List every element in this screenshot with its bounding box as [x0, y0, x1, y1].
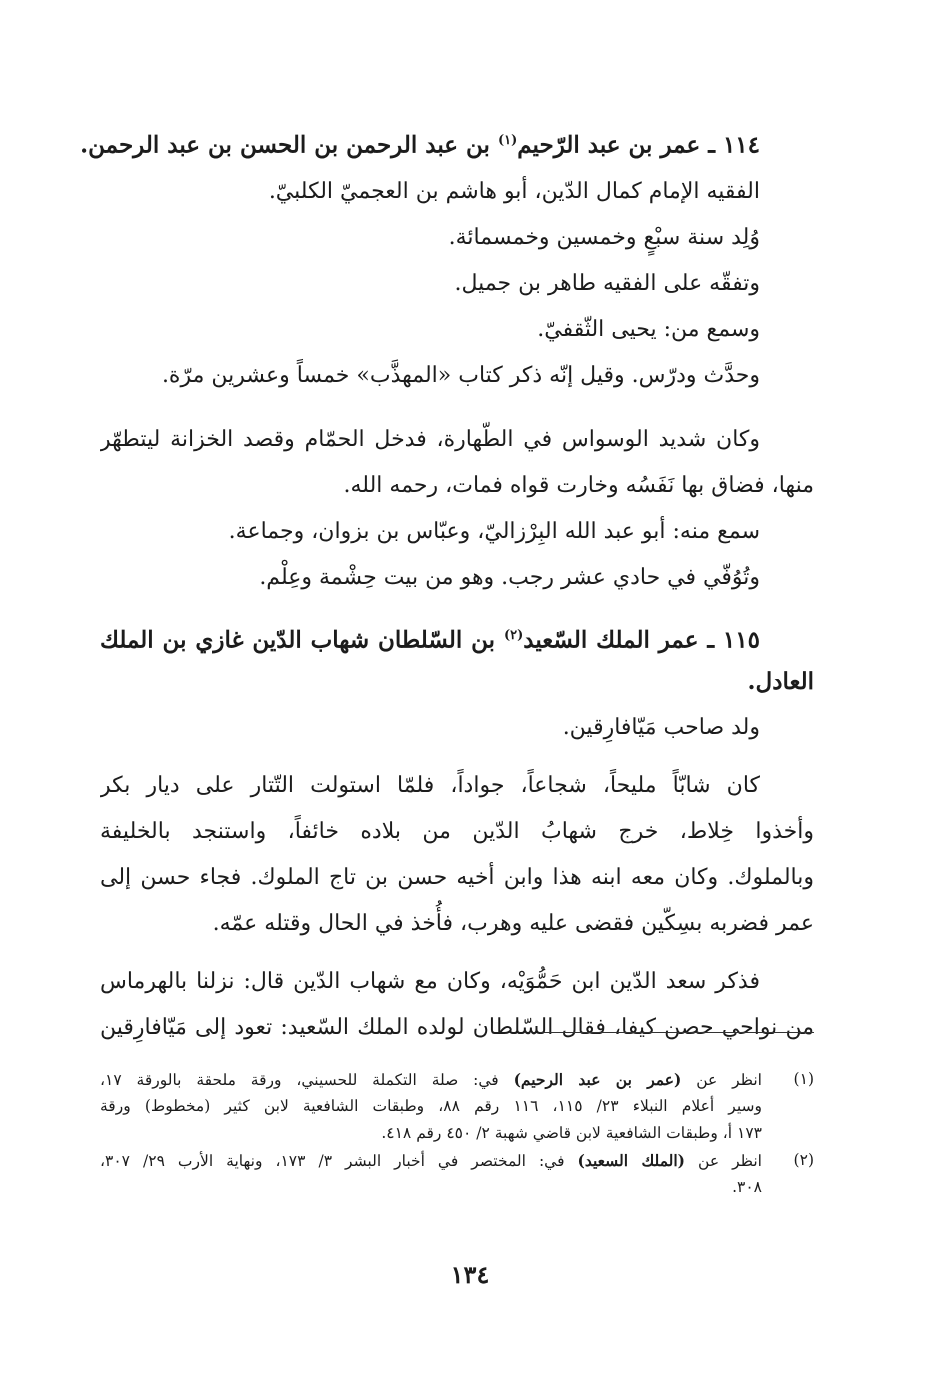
text-line: من نواحي حصن كيفا، فقال السّلطان لولده الملك السّعيد: تعود إلى مَيّافارِقين — [100, 1014, 814, 1040]
footnote-number: (٢) — [793, 1151, 814, 1169]
text-line: ولد صاحب مَيّافارِقين. — [562, 714, 760, 740]
footnote-prefix: انظر عن — [696, 1071, 762, 1089]
footnote-line — [100, 1066, 762, 1093]
text-line: كان شابّاً مليحاً، شجاعاً، جواداً، فلمّا استولت التّتار على ديار بكر — [100, 772, 760, 798]
footnote-body — [100, 1066, 762, 1147]
entry-114-lineage: بن عبد الرحمن بن الحسن بن عبد الرحمن. — [80, 131, 490, 159]
footnote-divider — [540, 1032, 814, 1033]
text-line: وسمع من: يحيى الثّقفيّ. — [537, 316, 760, 342]
text-line: الفقيه الإمام كمال الدّين، أبو هاشم بن العجميّ الكلبيّ. — [268, 178, 760, 204]
text-line: وأخذوا خِلاط، خرج شهابُ الدّين من بلاده خائفاً، واستنجد بالخليفة — [100, 818, 814, 844]
footnote-text: في: المختصر في أخبار البشر ٣/ ١٧٣، ونهاية الأرب ٢٩/ ٣٠٧، — [100, 1152, 565, 1170]
entry-115-heading-cont: العادل. — [747, 667, 814, 695]
footnote-subject: (عمر بن عبد الرحيم) — [513, 1070, 682, 1089]
page-number: ١٣٤ — [450, 1260, 490, 1289]
footnote-number: (١) — [793, 1070, 814, 1088]
footnote-subject: (الملك السعيد) — [577, 1151, 686, 1170]
entry-115-heading — [100, 613, 814, 659]
footnote-line: ٣٠٨. — [732, 1178, 762, 1196]
entry-115-number: ١١٥ ـ — [707, 626, 760, 654]
text-line: وتُوُفّي في حادي عشر رجب. وهو من بيت حِشْمة وعِلْم. — [259, 564, 760, 590]
text-line: وُلِد سنة سبْعٍ وخمسين وخمسمائة. — [448, 224, 760, 250]
footnote-text: في: صلة التكملة للحسيني، ورقة ملحقة بالورقة ١٧، — [100, 1071, 499, 1089]
footnote-1 — [100, 1066, 814, 1147]
text-line: منها، فضاق بها نَفَسُه وخارت قواه فمات، رحمه الله. — [343, 472, 814, 498]
main-text — [80, 118, 814, 1051]
entry-114-heading — [80, 118, 814, 169]
text-line: وبالملوك. وكان معه ابنه هذا وابن أخيه حسن بن تاج الملوك. فجاء حسن إلى — [100, 864, 814, 890]
paragraph-gap — [100, 751, 814, 763]
entry-114-name: عمر بن عبد الرّحيم — [517, 131, 701, 159]
paragraph-gap — [100, 601, 814, 613]
footnote-line: وسير أعلام النبلاء ٢٣/ ١١٥، ١١٦ رقم ٨٨، وطبقات الشافعية لابن كثير (مخطوط) ورقة — [100, 1097, 762, 1115]
paragraph-gap — [100, 399, 814, 417]
footnote-prefix: انظر عن — [698, 1152, 762, 1170]
text-line: فذكر سعد الدّين ابن حَمُّوَيْه، وكان مع شهاب الدّين قال: نزلنا بالهرماس — [100, 968, 760, 994]
footnote-ref-2[interactable]: (٢) — [503, 627, 524, 643]
entry-115-name: عمر الملك السّعيد — [523, 626, 699, 654]
footnote-line — [100, 1147, 762, 1174]
entry-114-number: ١١٤ ـ — [708, 131, 760, 159]
text-line: عمر فضربه بسِكّين فقضى عليه وهرب، فأُخذ في الحال وقتله عمّه. — [212, 910, 814, 936]
footnote-2 — [100, 1147, 814, 1201]
entry-115-lineage: بن السّلطان شهاب الدّين غازي بن الملك — [100, 626, 496, 654]
text-line: سمع منه: أبو عبد الله البِرْزاليّ، وعبّاس بن بزوان، وجماعة. — [228, 518, 760, 544]
text-line: وتفقّه على الفقيه طاهر بن جميل. — [454, 270, 760, 296]
paragraph-gap — [100, 947, 814, 959]
footnote-line: ١٧٣ أ، وطبقات الشافعية لابن قاضي شهبة ٢/ ٤٥٠ رقم ٤١٨. — [381, 1124, 762, 1142]
footnotes — [100, 1066, 814, 1201]
footnote-body — [100, 1147, 762, 1201]
text-line: وحدَّث ودرّس. وقيل إنّه ذكر كتاب «المهذَّب» خمساً وعشرين مرّة. — [161, 362, 760, 388]
text-line: وكان شديد الوسواس في الطّهارة، فدخل الحمّام وقصد الخزانة ليتطهّر — [100, 426, 760, 452]
footnote-ref-1[interactable]: (١) — [497, 133, 518, 148]
